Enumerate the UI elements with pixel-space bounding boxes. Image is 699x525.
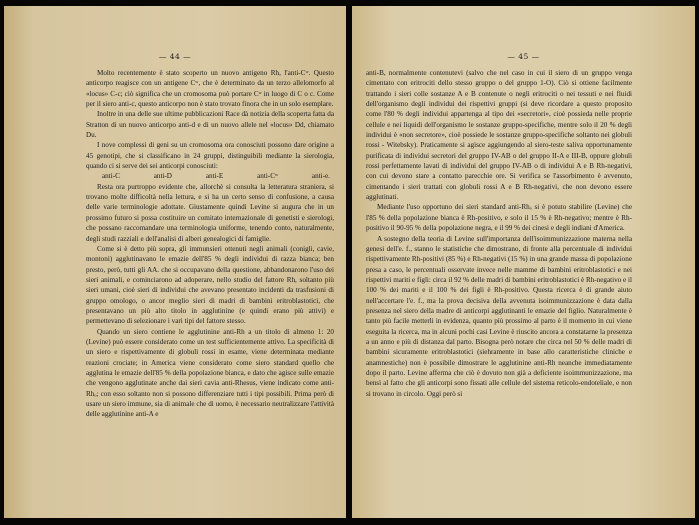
paragraph: I nove complessi di geni su un cromosoma ora conosciuti possono dare origine a 45 genotipi, che si classificano in 24 gruppi, distinguibili mediante la sierologia, quando ci si serve dei sei anticorpi conosciuti: [86, 141, 334, 171]
paragraph: Molto recentemente è stato scoperto un nuovo antigeno Rh, l'anti-Cʷ. Questo anticorpo reagisce con un antigene Cʷ, che è determinato da un terzo allelomorfo al «locus» C-c; ciò significa che un cromosoma può portare Cʷ in luogo di C o c. Come per il siero anti-c, questo anticorpo non è stato trovato finora che in un solo esemplare. [86, 69, 334, 109]
paragraph: Resta ora purtroppo evidente che, allorchè si consulta la letteratura straniera, si trovano molte difficoltà nella lettura, e si ha un certo senso di confusione, a causa delle varie terminologie adottate. Giustamente quindi Levine si augura che in un prossimo futuro si possa costituire un comitato internazionale di genetisti e sierologi, che possano raccomandare una terminologia uniforme, tenendo conto, naturalmente, degli studi razziali e dell'analisi di alberi genealogici di famiglie. [86, 182, 334, 243]
antigen-label: anti-C [102, 172, 120, 181]
antigen-label: anti-D [153, 172, 172, 181]
right-page-body [366, 68, 632, 399]
paragraph: A sostegno della teoria di Levine sull'importanza dell'isoimmunizzazione materna nella genesi dell'e. f., stanno le statistiche che dimostrano, di fronte alla percentuale di individui rispettivamente Rh-positivi (85 %) e Rh-negativi (15 %) in una grande massa di popolazione presa a caso, le percentuali osservate invece nelle mamme di bambini eritroblastotici e nei rispettivi mariti e figli: circa il 92 % delle madri di bambini eritroblastotici è Rh-negativo e il 100 % dei mariti e il 100 % dei figli è Rh-positivo. Questa ricerca è di grande aiuto nell'accertare l'e. f., ma la prova decisiva della avvenuta isoimmunizzazione è data dalla presenza nel siero della madre di anticorpi agglutinanti le emazie del figlio. Naturalmente è tanto più facile metterli in evidenza, quanto più prossimo al parto è il momento in cui viene eseguita la ricerca, ma in alcuni pochi casi Levine è riuscito ancora a constatarne la presenza a un anno e più di distanza dal parto. Bisogna però notare che circa nel 50 % delle madri di bambini sicuramente eritroblastotici (siehramente in base allo caratteristiche cliniche e anamnestiche) non è possibile dimostrare le agglutinine anti-Rh neanche immediatamente dopo il parto. Levine afferma che ciò è dovuto non già a deficiente isoimmunizzazione, ma bensì al fatto che gli anticorpi sono fissati alle cellule del sistema reticolo-endoteliale, e non si trovano in circolo. Oggi però si [366, 234, 632, 398]
paragraph: anti-B, normalmente contenutevi (salvo che nel caso in cui il siero di un gruppo venga cimentato con eritrociti dello stesso gruppo o del gruppo 1-O). Ciò si ottiene facilmente trattando i sieri colle sostanze A e B contenute o negli eritrociti o nei tessuti e nei fluidi dell'organismo degli individui dei rispettivi gruppi (si deve ricordare a questo proposito come l'80 % degli individui appartenga al tipo dei «secretori», cioè possieda nelle proprie cellule e nei liquidi dell'organismo le sostanze gruppo-specifiche, mentre solo il 20 % degli individui è «non secretore», cioè possiede le sostanze gruppo-specifiche soltanto nei globuli rossi - Witebsky). Praticamente si agisce aggiungendo al siero-teste saliva opportunamente purificata di individui secretori del gruppo IV-AB o del gruppo II-A e III-B, oppure globuli rossi perfettamente lavati di individui del gruppo IV-AB o di individui A e B Rh-negativi, con cui devono stare a contatto parecchie ore. Si verifica se l'assorbimento è avvenuto, cimentando i sieri trattati con globuli rossi A e B Rh-negativi, che non devono essere agglutinati. [366, 69, 632, 202]
paragraph: Come si è detto più sopra, gli immunsieri ottenuti negli animali (conigli, cavie, montoni) agglutinavano le emazie dell'85 % degli individui di razza bianca; ben presto, però, tutti gli AA. che si occupavano della questione, abbandonarono l'uso dei sieri animali, e cominciarono ad adoperare, nello studio del fattore Rh, soltanto più sieri umani, cioè sieri di individui che avevano presentato incidenti da trasfusioni di gruppo omologo, o ancor meglio sieri di madri di bambini eritroblastotici, che presentavano un più alto titolo in agglutinine (e quindi erano più attivi) e permettevano di selezionare i vari tipi del fattore stesso. [86, 244, 334, 326]
antigen-label: anti-e. [311, 172, 330, 181]
antigen-list [86, 171, 334, 181]
page-number: — 45 — [507, 52, 540, 61]
left-page [4, 6, 346, 518]
left-page-body [86, 68, 334, 420]
antigen-label: anti-E [205, 172, 224, 181]
paragraph: Mediante l'uso opportuno dei sieri standard anti-Rhₒ si è potuto stabilire (Levine) che l'85 % della popolazione bianca è Rh-positivo, e solo il 15 % è Rh-negativo; mentre è Rh-positivo il 90-95 % della popolazione negra, e il 99 % dei cinesi e degli indiani d'America. [366, 203, 632, 233]
right-page [352, 6, 695, 518]
page-number: — 44 — [158, 52, 192, 61]
book-spread [4, 6, 695, 518]
paragraph: Inoltre in una delle sue ultime pubblicazioni Race dà notizia della scoperta fatta da Stratton di un nuovo anticorpo anti-d e di un nuovo allele nel «locus» Dd, chiamato Du. [86, 110, 334, 140]
antigen-label: anti-Cʷ [257, 172, 279, 181]
paragraph: Quando un siero contiene le agglutinine anti-Rh a un titolo di almeno 1: 20 (Levine) può essere considerato come un test sufficientemente attivo. La specificità di un siero e rispettivamente di globuli rossi in esame, viene determinata mediante reazioni crociate; in America viene considerato come siero standard quello che agglutina le emazie dell'85 % della popolazione bianca, e dato che agisce sulle emazie che vengono agglutinate anche dai sieri cavia anti-Rhesus, viene indicato come anti-Rhₒ; con esso soltanto non si possono differenziare tutti i tipi possibili. Prima però di usare un siero immune, sia di animale che di uomo, è necessario neutralizzare l'attività delle agglutinine anti-A e [86, 327, 334, 419]
